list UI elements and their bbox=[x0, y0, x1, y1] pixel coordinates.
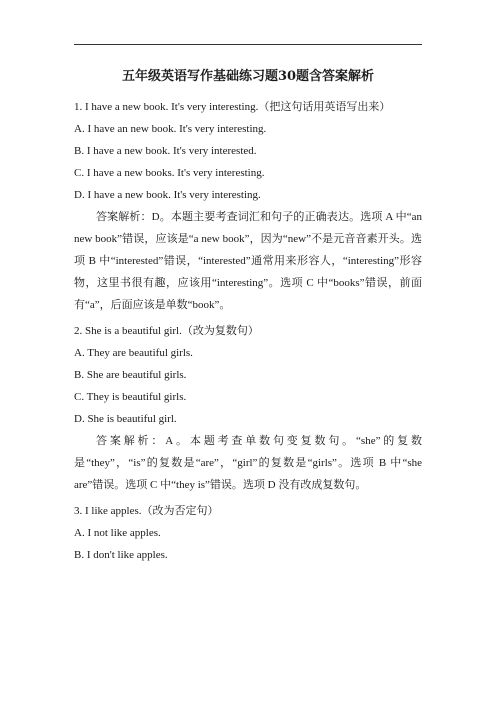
option-b: B. I don't like apples. bbox=[74, 549, 168, 561]
question-block bbox=[74, 500, 422, 566]
question-block bbox=[74, 320, 422, 496]
answer-explanation: 答案解析：A。本题考查单数句变复数句。“she”的复数是“they”，“is”的复数是“are”，“girl”的复数是“girls”。选项 B 中“she are”错误。选项 C 中“they is”错误。选项 D 没有改成复数句。 bbox=[74, 435, 422, 491]
question-block bbox=[74, 96, 422, 316]
page-title: 五年级英语写作基础练习题30题含答案解析 bbox=[121, 69, 375, 84]
option-d: D. She is beautiful girl. bbox=[74, 413, 177, 425]
option-c: C. I have a new books. It's very interesting. bbox=[74, 167, 265, 179]
option-d: D. I have a new book. It's very interesting. bbox=[74, 189, 261, 201]
answer-explanation: 答案解析：D。本题主要考查词汇和句子的正确表达。选项 A 中“an new book”错误，应该是“a new book”，因为“new”不是元音音素开头。选项 B 中“interested”错误，“interested”通常用来形容人，“interesting”形容物，这里书很有趣，应该用“interesting”。选项 C 中“books”错误，前面有“a”，后面应该是单数“book”。 bbox=[74, 211, 422, 311]
option-b: B. I have a new book. It's very interested. bbox=[74, 145, 257, 157]
question-stem: 2. She is a beautiful girl.（改为复数句） bbox=[74, 325, 259, 337]
option-c: C. They is beautiful girls. bbox=[74, 391, 187, 403]
option-b: B. She are beautiful girls. bbox=[74, 369, 187, 381]
option-a: A. They are beautiful girls. bbox=[74, 347, 193, 359]
option-a: A. I have an new book. It's very interesting. bbox=[74, 123, 267, 135]
option-a: A. I not like apples. bbox=[74, 527, 161, 539]
header-rule bbox=[74, 44, 422, 45]
question-stem: 1. I have a new book. It's very interesting.（把这句话用英语写出来） bbox=[74, 101, 391, 113]
question-stem: 3. I like apples.（改为否定句） bbox=[74, 505, 219, 517]
document-body bbox=[74, 96, 422, 566]
